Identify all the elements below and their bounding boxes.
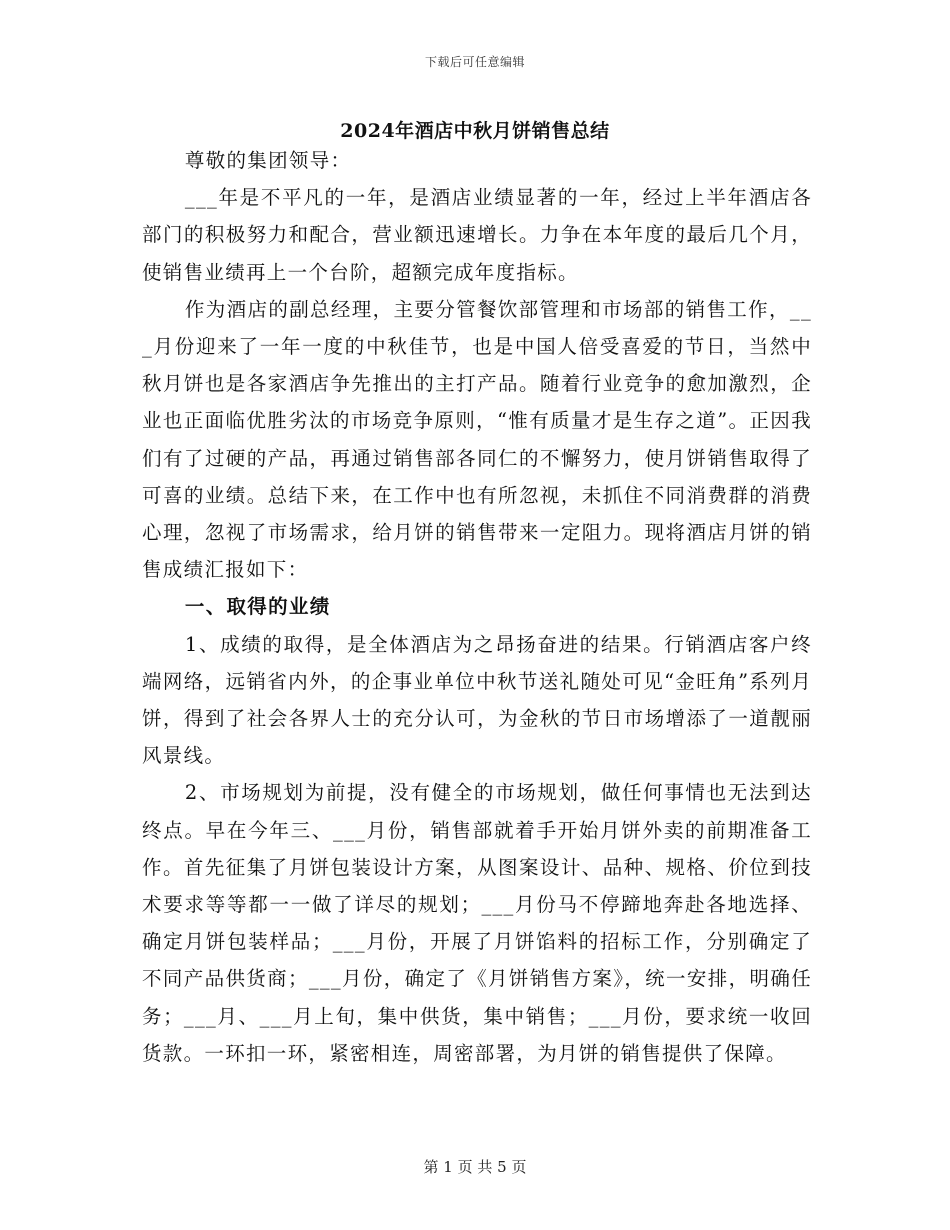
body-paragraph: ___年是不平凡的一年，是酒店业绩显著的一年，经过上半年酒店各部门的积极努力和配合，营业额迅速增长。力争在本年度的最后几个月，使销售业绩再上一个台阶，超额完成年度指标。 [142,186,812,284]
salutation: 尊敬的集团领导： [184,149,352,172]
section-paragraph: 1、成绩的取得，是全体酒店为之昂扬奋进的结果。行销酒店客户终端网络，远销省内外，的企事业单位中秋节送礼随处可见“金旺角”系列月饼，得到了社会各界人士的充分认可，为金秋的节日市场增添了一道靓丽风景线。 [142,632,812,768]
document-title: 2024年酒店中秋月饼销售总结 [340,120,610,142]
section-heading: 一、取得的业绩 [184,595,331,619]
body-paragraph: 作为酒店的副总经理，主要分管餐饮部管理和市场部的销售工作，___月份迎来了一年一度的中秋佳节，也是中国人倍受喜爱的节日，当然中秋月饼也是各家酒店争先推出的主打产品。随着行业竞争的愈加激烈，企业也正面临优胜劣汰的市场竞争原则，“惟有质量才是生存之道”。正因我们有了过硬的产品，再通过销售部各同仁的不懈努力，使月饼销售取得了可喜的业绩。总结下来，在工作中也有所忽视，未抓住不同消费群的消费心理，忽视了市场需求，给月饼的销售带来一定阻力。现将酒店月饼的销售成绩汇报如下： [142,297,812,582]
header-note: 下载后可任意编辑 [424,55,525,69]
page-footer: 第 1 页 共 5 页 [423,1158,527,1176]
section-paragraph: 2、市场规划为前提，没有健全的市场规划，做任何事情也无法到达终点。早在今年三、___月份，销售部就着手开始月饼外卖的前期准备工作。首先征集了月饼包装设计方案，从图案设计、品种、规格、价位到技术要求等等都一一做了详尽的规划；___月份马不停蹄地奔赴各地选择、确定月饼包装样品；___月份，开展了月饼馅料的招标工作，分别确定了不同产品供货商；___月份，确定了《月饼销售方案》，统一安排，明确任务；___月、___月上旬，集中供货，集中销售；___月份，要求统一收回货款。一环扣一环，紧密相连，周密部署，为月饼的销售提供了保障。 [142,781,812,1065]
document-body [142,142,812,1072]
